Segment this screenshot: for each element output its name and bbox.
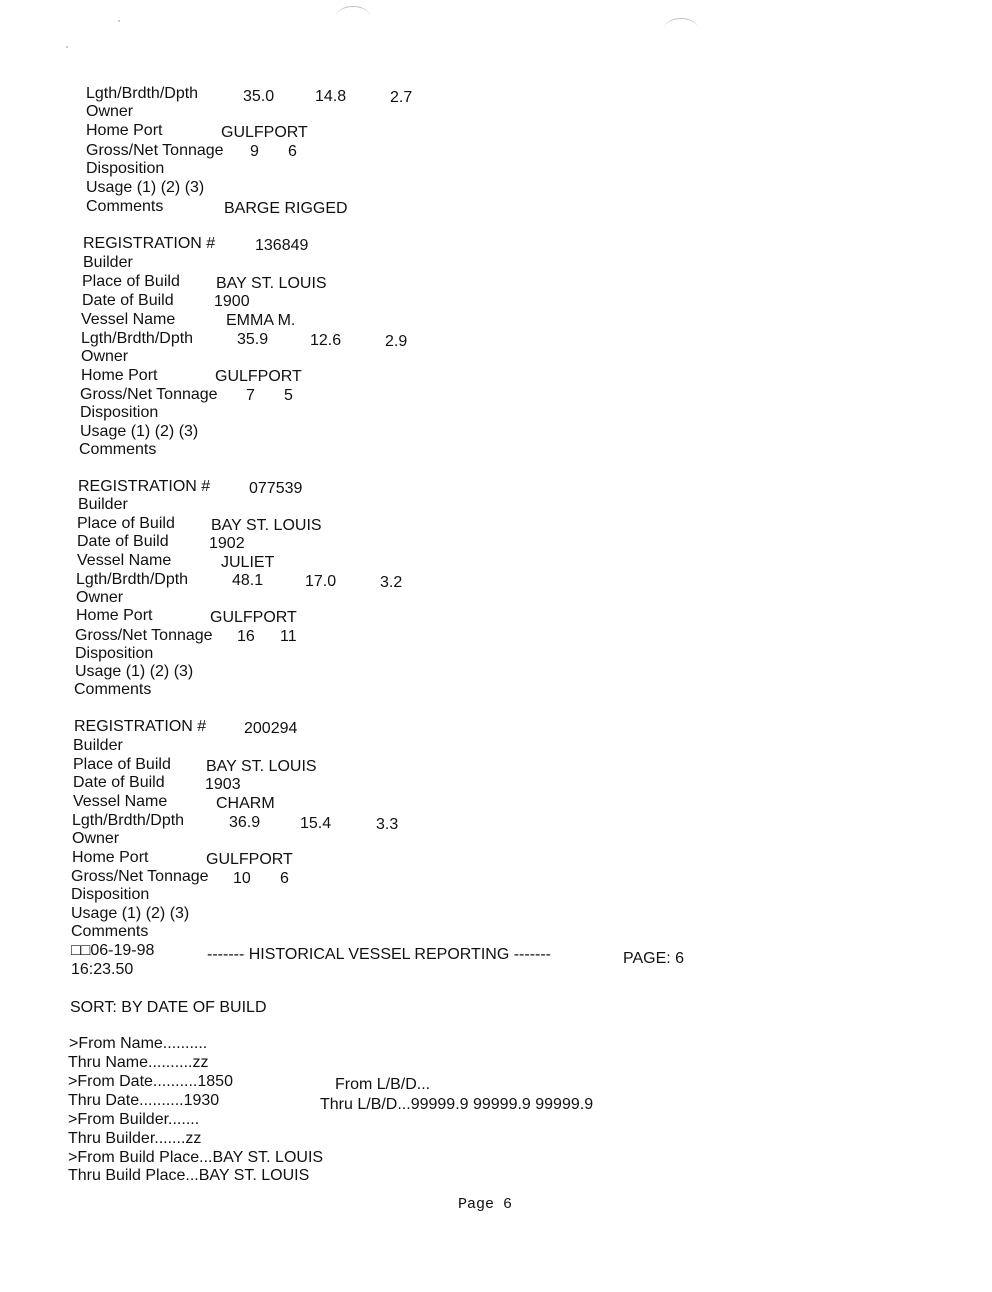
tonnage-label: Gross/Net Tonnage xyxy=(86,142,224,159)
comments-label: Comments xyxy=(71,923,149,940)
comments-value: BARGE RIGGED xyxy=(224,200,348,217)
length-value: 36.9 xyxy=(229,814,261,831)
dims-label: Lgth/Brdth/Dpth xyxy=(86,85,199,102)
tonnage-label: Gross/Net Tonnage xyxy=(75,627,213,644)
home-port-label: Home Port xyxy=(72,849,149,866)
tonnage-label: Gross/Net Tonnage xyxy=(71,868,209,885)
registration-number: 136849 xyxy=(255,237,309,254)
usage-label: Usage (1) (2) (3) xyxy=(80,423,199,440)
date-of-build-value: 1903 xyxy=(205,776,241,793)
disposition-label: Disposition xyxy=(75,645,154,662)
date-of-build-label: Date of Build xyxy=(82,292,174,309)
builder-label: Builder xyxy=(78,496,128,513)
date-of-build-value: 1900 xyxy=(214,293,250,310)
usage-label: Usage (1) (2) (3) xyxy=(75,663,194,680)
disposition-label: Disposition xyxy=(80,404,159,421)
depth-value: 3.2 xyxy=(380,574,403,591)
from-place-criterion: >From Build Place...BAY ST. LOUIS xyxy=(68,1149,324,1166)
gross-tonnage: 16 xyxy=(237,628,255,645)
breadth-value: 14.8 xyxy=(315,88,347,105)
date-of-build-label: Date of Build xyxy=(77,533,169,550)
place-of-build-label: Place of Build xyxy=(82,273,180,290)
comments-label: Comments xyxy=(79,441,157,458)
sort-line: SORT: BY DATE OF BUILD xyxy=(70,999,267,1016)
length-value: 35.0 xyxy=(243,88,275,105)
scan-speck xyxy=(66,46,68,48)
length-value: 35.9 xyxy=(237,331,269,348)
tonnage-label: Gross/Net Tonnage xyxy=(80,386,218,403)
breadth-value: 15.4 xyxy=(300,815,332,832)
place-of-build-value: BAY ST. LOUIS xyxy=(216,275,327,292)
page-footer: Page 6 xyxy=(458,1196,513,1213)
registration-label: REGISTRATION # xyxy=(74,718,207,735)
from-name-criterion: >From Name.......... xyxy=(69,1035,208,1052)
thru-builder-criterion: Thru Builder.......zz xyxy=(68,1130,202,1147)
vessel-name-label: Vessel Name xyxy=(77,552,172,569)
punch-hole-mark xyxy=(664,18,698,39)
date-of-build-value: 1902 xyxy=(209,535,245,552)
net-tonnage: 6 xyxy=(280,870,289,887)
vessel-name-value: EMMA M. xyxy=(226,312,296,329)
net-tonnage: 6 xyxy=(288,143,297,160)
home-port-label: Home Port xyxy=(86,122,163,139)
usage-label: Usage (1) (2) (3) xyxy=(71,905,190,922)
home-port-label: Home Port xyxy=(76,607,153,624)
owner-label: Owner xyxy=(72,830,120,847)
registration-number: 200294 xyxy=(244,720,298,737)
builder-label: Builder xyxy=(73,737,123,754)
place-of-build-label: Place of Build xyxy=(73,756,171,773)
depth-value: 3.3 xyxy=(376,816,399,833)
disposition-label: Disposition xyxy=(86,160,165,177)
vessel-name-value: JULIET xyxy=(221,554,275,571)
home-port-value: GULFPORT xyxy=(206,851,293,868)
comments-label: Comments xyxy=(86,198,164,215)
depth-value: 2.7 xyxy=(390,89,413,106)
breadth-value: 17.0 xyxy=(305,573,337,590)
report-title: ------- HISTORICAL VESSEL REPORTING ------- xyxy=(207,946,551,963)
depth-value: 2.9 xyxy=(385,333,408,350)
scan-speck xyxy=(118,20,120,22)
length-value: 48.1 xyxy=(232,572,264,589)
thru-place-criterion: Thru Build Place...BAY ST. LOUIS xyxy=(68,1167,310,1184)
usage-label: Usage (1) (2) (3) xyxy=(86,179,205,196)
home-port-value: GULFPORT xyxy=(215,368,302,385)
from-date-criterion: >From Date..........1850 xyxy=(68,1073,233,1090)
vessel-name-value: CHARM xyxy=(216,795,275,812)
dims-label: Lgth/Brdth/Dpth xyxy=(76,571,189,588)
gross-tonnage: 10 xyxy=(233,870,251,887)
home-port-value: GULFPORT xyxy=(210,609,297,626)
report-date: □□06-19-98 xyxy=(71,942,155,959)
from-lbd-criterion: From L/B/D... xyxy=(335,1076,431,1093)
registration-number: 077539 xyxy=(249,480,303,497)
dims-label: Lgth/Brdth/Dpth xyxy=(72,812,185,829)
vessel-name-label: Vessel Name xyxy=(81,311,176,328)
breadth-value: 12.6 xyxy=(310,332,342,349)
home-port-label: Home Port xyxy=(81,367,158,384)
place-of-build-value: BAY ST. LOUIS xyxy=(211,517,322,534)
page-label: PAGE: 6 xyxy=(623,950,685,967)
from-builder-criterion: >From Builder....... xyxy=(68,1111,200,1128)
net-tonnage: 5 xyxy=(284,387,293,404)
builder-label: Builder xyxy=(83,254,133,271)
thru-name-criterion: Thru Name..........zz xyxy=(68,1054,209,1071)
date-of-build-label: Date of Build xyxy=(73,774,165,791)
owner-label: Owner xyxy=(86,103,134,120)
gross-tonnage: 7 xyxy=(246,387,255,404)
registration-label: REGISTRATION # xyxy=(83,235,216,252)
dims-label: Lgth/Brdth/Dpth xyxy=(81,330,194,347)
punch-hole-mark xyxy=(336,6,370,27)
owner-label: Owner xyxy=(76,589,124,606)
place-of-build-label: Place of Build xyxy=(77,515,175,532)
thru-date-criterion: Thru Date..........1930 xyxy=(68,1092,220,1109)
report-time: 16:23.50 xyxy=(71,961,134,978)
gross-tonnage: 9 xyxy=(250,143,259,160)
disposition-label: Disposition xyxy=(71,886,150,903)
vessel-name-label: Vessel Name xyxy=(73,793,168,810)
owner-label: Owner xyxy=(81,348,129,365)
registration-label: REGISTRATION # xyxy=(78,478,211,495)
comments-label: Comments xyxy=(74,681,152,698)
net-tonnage: 11 xyxy=(280,628,297,645)
thru-lbd-criterion: Thru L/B/D...99999.9 99999.9 99999.9 xyxy=(320,1096,594,1113)
home-port-value: GULFPORT xyxy=(221,124,308,141)
place-of-build-value: BAY ST. LOUIS xyxy=(206,758,317,775)
